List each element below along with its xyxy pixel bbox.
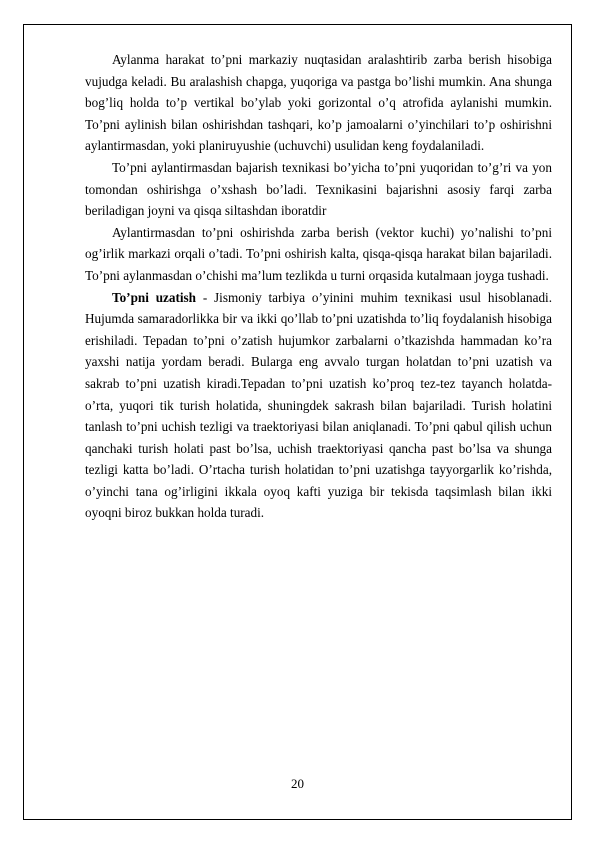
document-body: [85, 49, 552, 524]
paragraph-4-text: - Jismoniy tarbiya o’yinini muhim texnikasi usul hisoblanadi. Hujumda samaradorlikka bir va ikki qo’llab to’pni uzatishda to’liq foydalanish hisobiga erishiladi. Tepadan to’pni o’zatish hujumkor zarbalarni o’tkazishda hammadan ko’ra yaxshi natija yordam beradi. Bularga eng avvalo turgan holatdan to’pni uzatish va sakrab to’pni uzatish kiradi.Tepadan to’pni uzatish ko’proq tez-tez tayanch holatda-o’rta, yuqori tik turish holatida, shuningdek sakrash bilan bajariladi. Turish holatini tanlash to’pni uchish tezligi va traektoriyasi bilan aniqlanadi. To’pni qabul qilish uchun qanchaki turish holati past bo’lsa, uchish traektoriyasi qancha past bo’lsa va shunga tezligi katta bo’ladi. O’rtacha turish holatidan to’pni uzatishga tayyorgarlik ko’rishda, o’yinchi tana og’irligini ikkala oyoq kafti yuziga bir tekisda taqsimlash bilan ikki oyoqni biroz bukkan holda turadi.: [85, 289, 552, 521]
paragraph-3: Aylantirmasdan to’pni oshirishda zarba berish (vektor kuchi) yo’nalishi to’pni og’irlik markazi orqali o’tadi. To’pni oshirish kalta, qisqa-qisqa harakat bilan bajariladi. To’pni aylanmasdan o’chishi ma’lum tezlikda u turni orqasida kutalmaan joyga tushadi.: [85, 224, 552, 283]
paragraph-4-term: To’pni uzatish: [112, 289, 197, 305]
paragraph-4: [85, 287, 552, 525]
paragraph-2: To’pni aylantirmasdan bajarish texnikasi bo’yicha to’pni yuqoridan to’g’ri va yon tomondan oshirishga o’xshash bo’ladi. Texnikasini bajarishni asosiy farqi zarba beriladigan joyni va qisqa siltashdan iboratdir: [85, 159, 552, 219]
page-number: 20: [291, 776, 304, 791]
paragraph-1: Aylanma harakat to’pni markaziy nuqtasidan aralashtirib zarba berish hisobiga vujudga keladi. Bu aralashish chapga, yuqoriga va pastga bo’lishi mumkin. Ana shunga bog’liq holda to’p vertikal bo’ylab yoki gorizontal o’q atrofida aylanishi mumkin. To’pni aylinish bilan oshirishdan tashqari, ko’p jamoalarni o’yinchilari to’p oshirishni aylantirmasdan, yoki planiruyushie (uchuvchi) usulidan keng foydalaniladi.: [85, 52, 552, 154]
